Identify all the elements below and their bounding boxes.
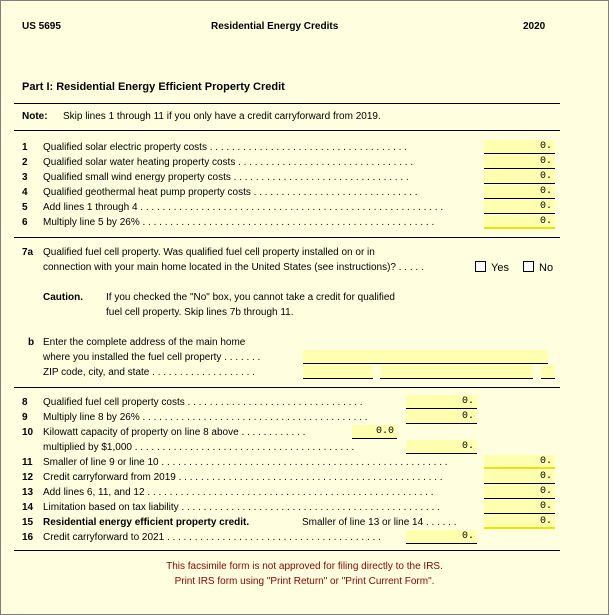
line-15-label-2: Smaller of line 13 or line 14 . . . . . .	[302, 517, 457, 528]
line-16-label: Credit carryforward to 2021 . . . . . . . . . . . . . . . . . . . . . . . . . . . . . . . . . . . . . . .	[43, 532, 381, 543]
line-8-field[interactable]: 0.	[406, 395, 477, 409]
line-number: 3	[22, 172, 28, 183]
divider	[14, 387, 560, 388]
line-number: b	[28, 337, 35, 348]
line-7b-label-3: ZIP code, city, and state . . . . . . . . . . . . . . . . . . .	[43, 367, 255, 378]
line-16-field[interactable]: 0.	[406, 530, 477, 544]
line-4-field[interactable]: 0.	[484, 185, 555, 199]
state-field[interactable]	[541, 365, 555, 379]
line-12-field[interactable]: 0.	[484, 470, 555, 484]
disclaimer-line-2: Print IRS form using "Print Return" or "Print Current Form".	[174, 576, 435, 587]
line-number: 15	[22, 517, 34, 528]
line-7a-label-1: Qualified fuel cell property. Was qualified fuel cell property installed on or in	[43, 247, 375, 258]
line-2-field[interactable]: 0.	[484, 155, 555, 169]
line-number: 4	[22, 187, 28, 198]
line-15-field[interactable]: 0.	[484, 515, 555, 529]
disclaimer-line-1: This facsimile form is not approved for filing directly to the IRS.	[166, 561, 443, 572]
no-label: No	[539, 262, 554, 274]
city-field[interactable]	[380, 365, 533, 379]
divider	[14, 550, 560, 551]
line-15-label: Residential energy efficient property credit.	[43, 517, 250, 528]
line-9-field[interactable]: 0.	[406, 410, 477, 424]
line-14-field[interactable]: 0.	[484, 500, 555, 514]
line-8-label: Qualified fuel cell property costs . . . . . . . . . . . . . . . . . . . . . . . . . . . . . . . .	[43, 397, 363, 408]
line-3-label: Qualified small wind energy property costs . . . . . . . . . . . . . . . . . . . . . . . . . . . . . . . .	[43, 172, 409, 183]
line-number: 2	[22, 157, 28, 168]
line-number: 7a	[22, 247, 34, 258]
line-5-field[interactable]: 0.	[484, 200, 555, 214]
line-number: 9	[22, 412, 28, 423]
note-label: Note:	[22, 111, 48, 122]
line-10-field[interactable]: 0.	[406, 440, 477, 454]
form-id: US 5695	[22, 21, 61, 32]
note-text: Skip lines 1 through 11 if you only have a credit carryforward from 2019.	[63, 111, 381, 122]
line-7b-label-1: Enter the complete address of the main home	[43, 337, 246, 348]
line-number: 13	[22, 487, 34, 498]
tax-year: 2020	[523, 21, 546, 32]
no-checkbox[interactable]	[523, 261, 534, 272]
line-number: 16	[22, 532, 34, 543]
yes-label: Yes	[491, 262, 509, 274]
yes-checkbox[interactable]	[475, 261, 486, 272]
line-number: 11	[22, 457, 33, 468]
line-number: 8	[22, 397, 28, 408]
line-5-label: Add lines 1 through 4 . . . . . . . . . . . . . . . . . . . . . . . . . . . . . . . . . . . . . . . . . . . . . . . . . . . . . . .	[43, 202, 444, 213]
line-13-label: Add lines 6, 11, and 12 . . . . . . . . . . . . . . . . . . . . . . . . . . . . . . . . . . . . . . . . . . . . . . . . . . . .	[43, 487, 434, 498]
divider	[14, 237, 560, 238]
line-11-label: Smaller of line 9 or line 10 . . . . . . . . . . . . . . . . . . . . . . . . . . . . . . . . . . . . . . . . . . . . . . . . . . . .	[43, 457, 448, 468]
caution-text-1: If you checked the "No" box, you cannot take a credit for qualified	[106, 292, 395, 303]
line-1-field[interactable]: 0.	[484, 140, 555, 154]
caution-label: Caution.	[43, 292, 83, 303]
line-9-label: Multiply line 8 by 26% . . . . . . . . . . . . . . . . . . . . . . . . . . . . . . . . . . . . . . . . .	[43, 412, 368, 423]
line-7a-label-2: connection with your main home located in the United States (see instructions)? . . . . .	[43, 262, 424, 273]
caution-text-2: fuel cell property. Skip lines 7b through 11.	[106, 307, 294, 318]
form-title: Residential Energy Credits	[211, 21, 339, 32]
divider	[14, 103, 560, 104]
kilowatt-field[interactable]: 0.0	[352, 425, 397, 439]
line-number: 14	[22, 502, 34, 513]
part1-title: Part I: Residential Energy Efficient Property Credit	[22, 81, 285, 93]
line-number: 1	[22, 142, 28, 153]
line-6-field[interactable]: 0.	[484, 215, 555, 229]
line-3-field[interactable]: 0.	[484, 170, 555, 184]
line-number: 12	[22, 472, 34, 483]
divider	[14, 130, 560, 131]
line-number: 5	[22, 202, 28, 213]
line-number: 10	[22, 427, 34, 438]
line-2-label: Qualified solar water heating property costs . . . . . . . . . . . . . . . . . . . . . . . . . . . . . . . .	[43, 157, 414, 168]
line-11-field[interactable]: 0.	[484, 455, 555, 469]
line-6-label: Multiply line 5 by 26% . . . . . . . . . . . . . . . . . . . . . . . . . . . . . . . . . . . . . . . . . . . . . . . . . . . . .	[43, 217, 435, 228]
line-7b-label-2: where you installed the fuel cell property . . . . . . .	[43, 352, 261, 363]
line-13-field[interactable]: 0.	[484, 485, 555, 499]
line-14-label: Limitation based on tax liability . . . . . . . . . . . . . . . . . . . . . . . . . . . . . . . . . . . . . . . . . . . . . . .	[43, 502, 440, 513]
line-4-label: Qualified geothermal heat pump property costs . . . . . . . . . . . . . . . . . . . . . . . . . . . . . .	[43, 187, 418, 198]
line-12-label: Credit carryforward from 2019 . . . . . . . . . . . . . . . . . . . . . . . . . . . . . . . . . . . . . . . . . . . . . . . .	[43, 472, 443, 483]
zip-field[interactable]	[303, 365, 373, 379]
line-10-label-2: multiplied by $1,000 . . . . . . . . . . . . . . . . . . . . . . . . . . . . . . . . . . . . . . . .	[43, 442, 355, 453]
line-1-label: Qualified solar electric property costs . . . . . . . . . . . . . . . . . . . . . . . . . . . . . . . . . . . .	[43, 142, 407, 153]
line-10-label-1: Kilowatt capacity of property on line 8 above . . . . . . . . . . . .	[43, 427, 306, 438]
address-field[interactable]	[303, 350, 548, 364]
line-number: 6	[22, 217, 28, 228]
